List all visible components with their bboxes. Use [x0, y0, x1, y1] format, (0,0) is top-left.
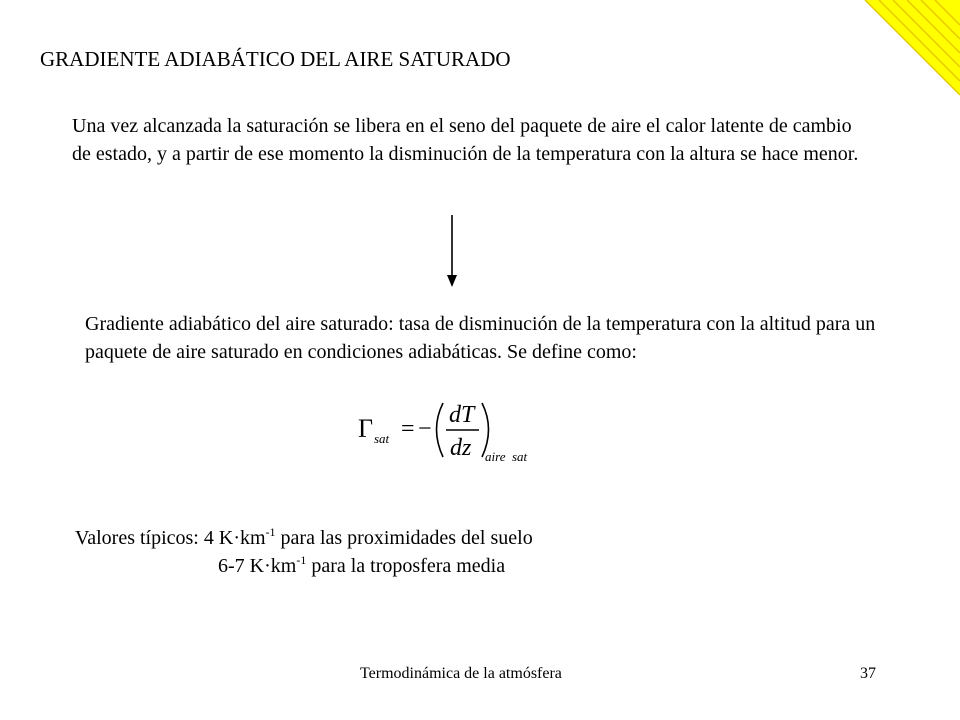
value-2-description: para la troposfera media [311, 555, 506, 577]
slide-title: GRADIENTE ADIABÁTICO DEL AIRE SATURADO [40, 47, 511, 71]
value-2: 6-7 K·km [218, 555, 297, 577]
typical-values-row-2 [75, 552, 533, 580]
intro-paragraph: Una vez alcanzada la saturación se libera en el seno del paquete de aire el calor latente de cambio de estado, y a partir de ese momento la disminución de la temperatura con la altura se hace menor. [72, 115, 859, 165]
value-1-description: para las proximidades del suelo [280, 527, 533, 549]
saturated-lapse-rate-formula [355, 395, 555, 470]
corner-decoration [855, 0, 960, 100]
typical-values-label: Valores típicos: [75, 527, 199, 549]
fraction-denominator: dz [450, 435, 472, 461]
value-2-exponent: -1 [296, 553, 307, 567]
typical-values-row-1 [75, 524, 533, 552]
footer-title: Termodinámica de la atmósfera [360, 665, 562, 682]
definition-paragraph: Gradiente adiabático del aire saturado: tasa de disminución de la temperatura con la altitud para un paquete de aire saturado en condiciones adiabáticas. Se define como: [85, 313, 876, 363]
fraction-numerator: dT [449, 402, 475, 428]
down-arrow-icon [444, 215, 460, 287]
typical-values [75, 524, 533, 580]
value-1-exponent: -1 [265, 525, 276, 539]
page-number: 37 [860, 665, 876, 682]
equals-sign: = [401, 416, 415, 442]
gamma-symbol: Γ [358, 414, 374, 443]
outer-subscript: aire sat [485, 449, 528, 464]
value-1: 4 K·km [203, 527, 266, 549]
minus-sign: − [418, 416, 432, 442]
gamma-subscript: sat [374, 431, 390, 446]
